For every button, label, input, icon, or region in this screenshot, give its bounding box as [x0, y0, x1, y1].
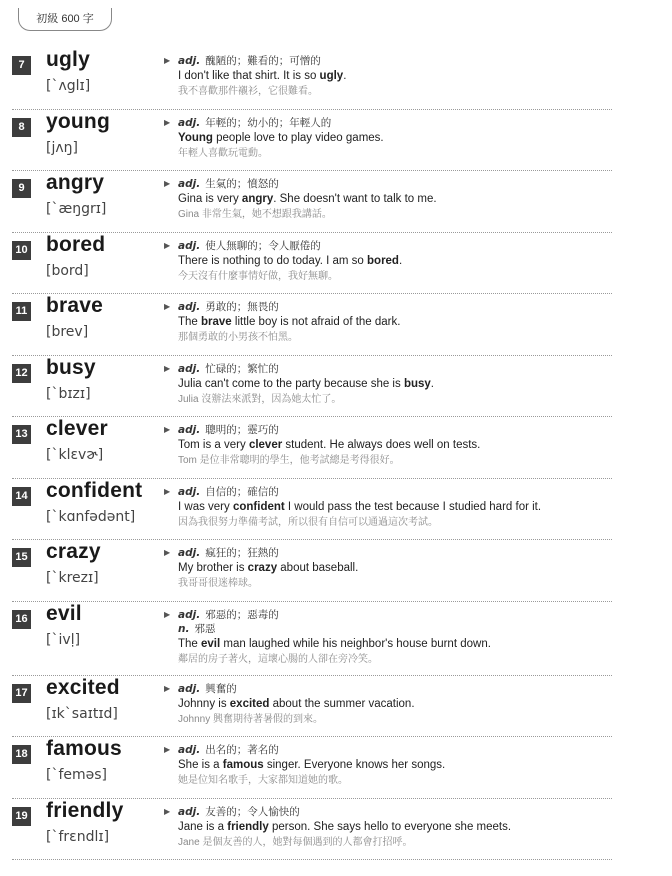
vocab-entry	[12, 417, 612, 479]
phonetic: [ˋæŋgrɪ]	[46, 201, 107, 217]
example-text-before: The	[178, 316, 202, 328]
triangle-bullet-icon: ▶	[164, 609, 171, 619]
triangle-bullet-icon: ▶	[164, 179, 171, 188]
vocab-entry	[12, 294, 612, 356]
example-text-before: The	[178, 637, 202, 650]
example-text-after: .	[343, 70, 347, 82]
definition-block	[164, 608, 612, 667]
phonetic: [ˋivḷ]	[46, 631, 81, 648]
example-text-after: .	[430, 377, 434, 390]
sense-line	[178, 546, 612, 560]
sense-line	[178, 423, 612, 437]
vocab-entry	[12, 479, 612, 541]
definition-block	[164, 54, 612, 99]
example-text-before: Jane is a	[178, 820, 228, 833]
triangle-bullet-icon: ▶	[164, 117, 171, 127]
chinese-meaning: 生氣的；憤怒的	[205, 178, 279, 190]
example-sentence	[178, 696, 612, 713]
chinese-meaning: 興奮的	[205, 682, 237, 695]
part-of-speech: adj.	[178, 608, 201, 621]
example-keyword: bored	[367, 254, 399, 267]
entry-number-badge: 18	[12, 745, 31, 764]
part-of-speech: adj.	[178, 116, 201, 129]
chinese-meaning: 友善的；令人愉快的	[205, 805, 300, 818]
example-translation: Gina 非常生氣，她不想跟我講話。	[178, 209, 332, 220]
chinese-meaning: 年輕的；幼小的；年輕人的	[205, 116, 332, 129]
headword: clever	[46, 417, 108, 440]
example-sentence	[178, 314, 612, 331]
part-of-speech: n.	[178, 622, 190, 635]
sense-line	[178, 805, 612, 819]
phonetic: [ɪkˋsaɪtɪd]	[46, 705, 118, 722]
example-text-after: I would pass the test because I studied hard for it.	[284, 500, 542, 513]
definition-block	[164, 743, 612, 788]
example-translation: 今天沒有什麼事情好做，我好無聊。	[178, 270, 338, 282]
headword: bored	[46, 232, 106, 256]
example-text-after: about baseball.	[277, 562, 359, 574]
example-keyword: excited	[229, 697, 270, 710]
triangle-bullet-icon: ▶	[164, 806, 171, 816]
chinese-meaning: 瘋狂的；狂熱的	[205, 547, 279, 559]
entry-number-badge: 10	[12, 241, 31, 260]
entry-number-badge: 13	[12, 425, 31, 444]
entry-number-badge: 19	[12, 807, 31, 826]
example-text-after: people love to play video games.	[212, 131, 384, 144]
example-text-before: Tom is a very	[178, 439, 249, 451]
vocab-list	[12, 48, 612, 860]
chinese-meaning: 勇敢的；無畏的	[205, 301, 279, 313]
example-translation: 年輕人喜歡玩電動。	[178, 147, 268, 159]
triangle-bullet-icon: ▶	[164, 486, 171, 496]
entry-number-badge: 17	[12, 684, 31, 703]
example-translation: Tom 是位非常聰明的學生，他考試總是考得很好。	[178, 455, 400, 466]
example-sentence	[178, 636, 612, 653]
part-of-speech: adj.	[178, 485, 201, 498]
entry-number-badge: 12	[12, 364, 31, 383]
example-translation: 因為我很努力準備考試，所以很有自信可以通過這次考試。	[178, 516, 438, 528]
chinese-meaning: 聰明的；靈巧的	[205, 424, 279, 436]
vocab-entry	[12, 356, 612, 418]
vocab-entry	[12, 602, 612, 676]
definition-block	[164, 423, 612, 468]
example-keyword: ugly	[319, 70, 344, 82]
example-keyword: busy	[403, 377, 431, 390]
sense-line	[178, 682, 612, 696]
example-text-before: She is a	[178, 759, 223, 771]
example-text-after: student. He always does well on tests.	[282, 439, 481, 451]
vocab-entry	[12, 737, 612, 799]
definition-block	[164, 805, 612, 850]
headword: busy	[46, 355, 96, 379]
part-of-speech: adj.	[178, 362, 201, 375]
part-of-speech: adj.	[178, 55, 201, 67]
vocab-entry	[12, 48, 612, 110]
example-sentence	[178, 130, 612, 147]
example-text-before: I was very	[178, 500, 233, 513]
headword: angry	[46, 171, 105, 194]
example-translation: 那個勇敢的小男孩不怕黑。	[178, 332, 298, 343]
sense-line	[178, 300, 612, 314]
example-sentence	[178, 437, 612, 454]
triangle-bullet-icon: ▶	[164, 302, 171, 311]
example-translation: 她是位知名歌手，大家都知道她的歌。	[178, 775, 348, 786]
chinese-meaning: 自信的；確信的	[205, 485, 279, 498]
vocab-entry	[12, 540, 612, 602]
sense-line	[178, 239, 612, 253]
example-sentence	[178, 560, 612, 577]
example-text-after: .	[398, 254, 403, 267]
entry-number-badge: 16	[12, 610, 31, 629]
entry-number-badge: 8	[12, 118, 31, 137]
example-keyword: friendly	[227, 820, 269, 833]
page-header-tab: 初級 600 字	[18, 8, 112, 31]
vocab-entry	[12, 110, 612, 172]
example-sentence	[178, 191, 612, 208]
example-sentence	[178, 253, 612, 270]
sense-line	[178, 622, 612, 636]
triangle-bullet-icon: ▶	[164, 548, 171, 557]
definition-block	[164, 682, 612, 727]
example-keyword: evil	[201, 637, 221, 650]
example-text-before: There is nothing to do today. I am so	[178, 254, 368, 267]
example-keyword: crazy	[247, 562, 278, 574]
phonetic: [ˋkrezɪ]	[46, 570, 99, 586]
triangle-bullet-icon: ▶	[164, 683, 171, 693]
example-text-after: about the summer vacation.	[269, 697, 415, 710]
part-of-speech: adj.	[178, 178, 201, 190]
sense-line	[178, 608, 612, 622]
sense-line	[178, 54, 612, 68]
example-text-after: little boy is not afraid of the dark.	[231, 316, 401, 328]
chinese-meaning: 醜陋的；難看的；可憎的	[205, 55, 321, 67]
phonetic: [brev]	[46, 324, 89, 340]
chinese-meaning: 忙碌的；繁忙的	[205, 362, 279, 375]
headword: crazy	[46, 540, 101, 563]
phonetic: [ˋbɪzɪ]	[46, 385, 91, 402]
vocab-entry	[12, 233, 612, 295]
definition-block	[164, 485, 612, 530]
chinese-meaning: 出名的；著名的	[205, 744, 279, 756]
headword: friendly	[46, 798, 124, 822]
sense-line	[178, 743, 612, 757]
part-of-speech: adj.	[178, 805, 201, 818]
headword: confident	[46, 478, 143, 502]
example-translation: 我不喜歡那件襯衫，它很難看。	[178, 86, 318, 97]
triangle-bullet-icon: ▶	[164, 56, 171, 65]
part-of-speech: adj.	[178, 301, 201, 313]
triangle-bullet-icon: ▶	[164, 363, 171, 373]
example-text-after: man laughed while his neighbor's house burnt down.	[220, 637, 491, 650]
phonetic: [ˋfeməs]	[46, 767, 108, 783]
example-keyword: clever	[248, 439, 283, 451]
phonetic: [ˋfrɛndlɪ]	[46, 828, 110, 845]
example-keyword: Young	[178, 131, 213, 144]
headword: famous	[46, 737, 122, 760]
sense-line	[178, 116, 612, 130]
example-sentence	[178, 376, 612, 393]
example-text-before: Julia can't come to the party because she is	[178, 377, 404, 390]
part-of-speech: adj.	[178, 682, 201, 695]
headword: brave	[46, 294, 104, 317]
sense-line	[178, 362, 612, 376]
entry-number-badge: 14	[12, 487, 31, 506]
example-text-before: Johnny is	[178, 697, 230, 710]
vocab-entry	[12, 676, 612, 738]
entry-number-badge: 11	[12, 302, 31, 321]
part-of-speech: adj.	[178, 547, 201, 559]
part-of-speech: adj.	[178, 744, 201, 756]
headword: ugly	[46, 48, 90, 71]
definition-block	[164, 177, 612, 222]
example-sentence	[178, 757, 612, 774]
example-translation: 我哥哥很迷棒球。	[178, 578, 258, 589]
chinese-meaning: 使人無聊的；令人厭倦的	[205, 239, 321, 252]
definition-block	[164, 300, 612, 345]
triangle-bullet-icon: ▶	[164, 240, 171, 250]
vocab-entry	[12, 171, 612, 233]
phonetic: [jʌŋ]	[46, 139, 78, 156]
definition-block	[164, 116, 612, 161]
sense-line	[178, 177, 612, 191]
triangle-bullet-icon: ▶	[164, 425, 171, 434]
phonetic: [ˋkɑnfədənt]	[46, 508, 136, 525]
definition-block	[164, 239, 612, 284]
chinese-meaning: 邪惡	[194, 622, 216, 635]
example-text-before: I don't like that shirt. It is so	[178, 70, 320, 82]
phonetic: [ˋklɛvɚ]	[46, 447, 104, 463]
example-keyword: angry	[241, 193, 274, 205]
example-translation: 鄰居的房子著火，這壞心腸的人卻在旁冷笑。	[178, 653, 378, 665]
example-translation: Julia 沒辦法來派對，因為她太忙了。	[178, 393, 342, 405]
definition-block	[164, 546, 612, 591]
example-translation: Jane 是個友善的人，她對每個遇到的人都會打招呼。	[178, 836, 413, 848]
example-text-after: . She doesn't want to talk to me.	[273, 193, 437, 205]
example-text-before: My brother is	[178, 562, 248, 574]
headword: excited	[46, 675, 120, 699]
entry-number-badge: 15	[12, 548, 31, 567]
example-keyword: famous	[222, 759, 264, 771]
example-text-after: singer. Everyone knows her songs.	[263, 759, 446, 771]
example-sentence	[178, 819, 612, 836]
phonetic: [ˋʌglɪ]	[46, 78, 91, 94]
example-sentence	[178, 499, 612, 516]
example-text-before: Gina is very	[178, 193, 242, 205]
entry-number-badge: 9	[12, 179, 31, 198]
headword: evil	[46, 601, 82, 625]
example-sentence	[178, 68, 612, 85]
example-keyword: confident	[232, 500, 285, 513]
headword: young	[46, 109, 110, 133]
example-text-after: person. She says hello to everyone she meets.	[268, 820, 512, 833]
sense-line	[178, 485, 612, 499]
entry-number-badge: 7	[12, 56, 31, 75]
example-translation: Johnny 興奮期待著暑假的到來。	[178, 713, 324, 725]
definition-block	[164, 362, 612, 407]
vocab-entry	[12, 799, 612, 861]
part-of-speech: adj.	[178, 239, 201, 252]
triangle-bullet-icon: ▶	[164, 745, 171, 754]
example-keyword: brave	[201, 316, 232, 328]
phonetic: [bord]	[46, 262, 89, 279]
chinese-meaning: 邪惡的；惡毒的	[205, 608, 279, 621]
part-of-speech: adj.	[178, 424, 201, 436]
